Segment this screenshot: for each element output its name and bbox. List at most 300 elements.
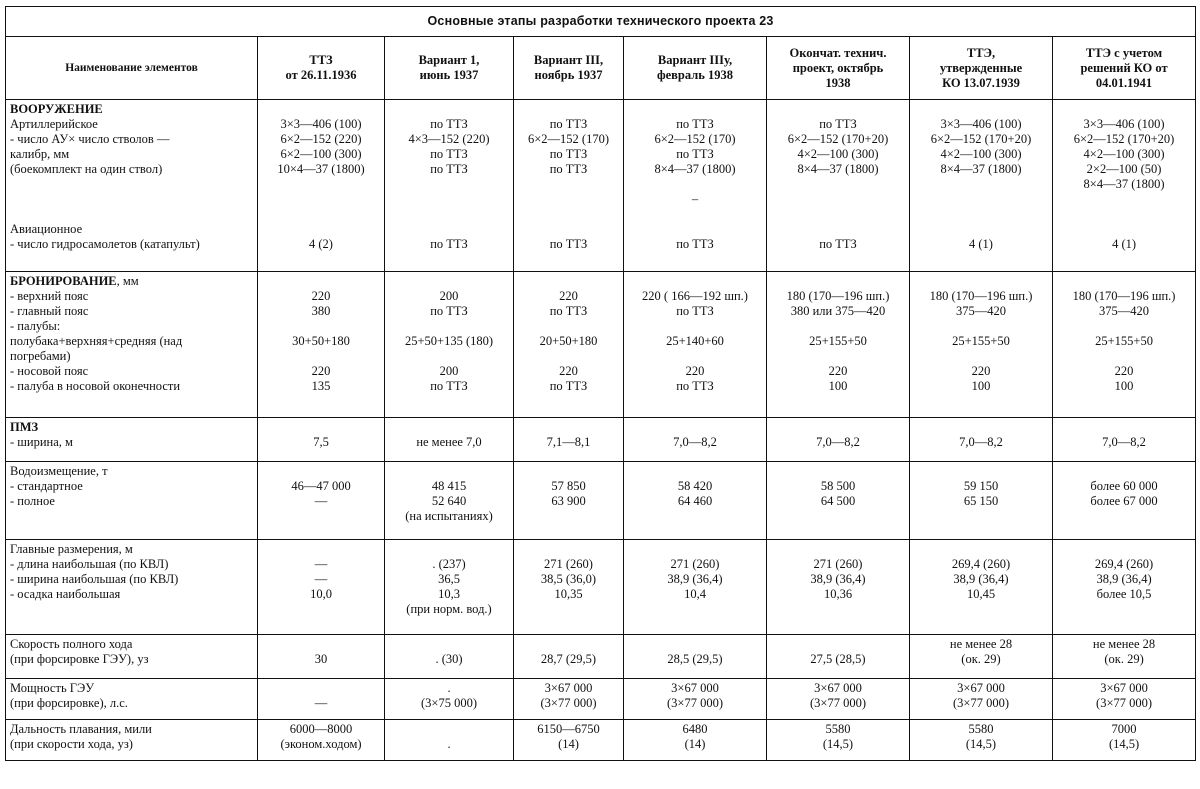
value-cell <box>624 462 767 540</box>
value-line <box>771 207 905 222</box>
value-line: 58 420 <box>677 479 713 493</box>
value-line: 25+155+50 <box>1095 334 1153 348</box>
value-line <box>1057 274 1191 289</box>
row-label-line: - число гидросамолетов (катапульт) <box>10 237 200 251</box>
row-label-line: (при скорости хода, уз) <box>10 737 133 751</box>
value-line: 5580 <box>968 722 994 736</box>
value-line: (3×77 000) <box>953 696 1009 710</box>
value-line <box>518 192 619 207</box>
column-header-row <box>6 37 1196 100</box>
row-label-cell <box>6 462 258 540</box>
value-cell <box>767 720 910 761</box>
value-line <box>1057 102 1191 117</box>
value-line: 8×4—37 (1800) <box>1083 177 1165 191</box>
value-cell <box>1053 418 1196 462</box>
value-line: по ТТЗ <box>430 117 468 131</box>
value-line <box>771 319 905 334</box>
value-line: 180 (170—196 шп.) <box>786 289 890 303</box>
value-line: 10,3 <box>438 587 460 601</box>
value-line: (на испытаниях) <box>405 509 493 523</box>
value-line: (3×77 000) <box>810 696 866 710</box>
value-line: (3×75 000) <box>421 696 477 710</box>
value-line: 6150—6750 <box>537 722 600 736</box>
value-line: по ТТЗ <box>549 162 588 176</box>
value-line: 7,5 <box>313 435 329 449</box>
value-line <box>518 349 619 364</box>
value-cell <box>1053 272 1196 418</box>
value-line <box>771 102 905 117</box>
value-line <box>262 464 380 479</box>
table-row-displacement <box>6 462 1196 540</box>
table-title: Основные этапы разработки технического проекта 23 <box>6 7 1196 37</box>
value-line <box>262 274 380 289</box>
value-line <box>518 420 619 435</box>
header-line: ТТЭ, <box>966 45 996 60</box>
header-line: Вариант 1, <box>418 53 480 67</box>
value-line: 3×3—406 (100) <box>280 117 362 131</box>
value-line <box>518 207 619 222</box>
value-line: 4 (1) <box>1112 237 1137 251</box>
value-line: 38,9 (36,4) <box>1096 572 1152 586</box>
value-line: 65 150 <box>963 494 999 508</box>
value-line: 4×2—100 (300) <box>1083 147 1165 161</box>
value-line: 7,0—8,2 <box>816 435 860 449</box>
value-cell <box>1053 540 1196 635</box>
value-line: (14,5) <box>965 737 997 751</box>
value-line <box>771 177 905 192</box>
value-line: по ТТЗ <box>549 379 588 393</box>
value-line: более 67 000 <box>1090 494 1158 508</box>
value-line <box>914 319 1048 334</box>
value-cell <box>767 635 910 679</box>
value-cell <box>910 540 1053 635</box>
value-line: не менее 28 <box>949 637 1013 651</box>
header-line: ТТЗ <box>309 53 333 67</box>
value-line: 220 <box>311 289 331 303</box>
value-line: 3×67 000 <box>544 681 593 695</box>
row-label-line: Авиационное <box>10 222 83 236</box>
row-label-line <box>10 177 253 192</box>
value-line: (ок. 29) <box>1104 652 1144 666</box>
value-line: . <box>447 681 451 695</box>
value-line: по ТТЗ <box>549 147 588 161</box>
value-line <box>518 102 619 117</box>
value-line: 200 <box>439 289 459 303</box>
value-line: 63 900 <box>551 494 586 508</box>
value-line: по ТТЗ <box>430 147 468 161</box>
value-line <box>771 222 905 237</box>
value-line: 28,5 (29,5) <box>667 652 723 666</box>
value-cell <box>1053 100 1196 272</box>
value-line: 220 ( 166—192 шп.) <box>642 289 748 303</box>
value-cell <box>385 462 514 540</box>
value-line: 30 <box>314 652 328 666</box>
row-label-line: Водоизмещение, т <box>10 464 108 478</box>
value-line: 10,45 <box>966 587 996 601</box>
value-line <box>914 102 1048 117</box>
row-label-cell <box>6 679 258 720</box>
value-line: 380 <box>311 304 331 318</box>
column-header <box>385 37 514 100</box>
value-cell <box>624 100 767 272</box>
value-line: не менее 28 <box>1092 637 1156 651</box>
value-cell <box>258 462 385 540</box>
value-cell <box>767 679 910 720</box>
specification-table <box>5 6 1196 761</box>
value-line <box>389 542 509 557</box>
row-label-cell <box>6 720 258 761</box>
value-line: 3×3—406 (100) <box>1083 117 1165 131</box>
value-line: (3×77 000) <box>667 696 723 710</box>
column-header <box>1053 37 1196 100</box>
value-line <box>518 637 619 652</box>
row-label-line: Мощность ГЭУ <box>10 681 95 695</box>
value-cell <box>910 100 1053 272</box>
row-label-line: - число АУ× число стволов — <box>10 132 170 146</box>
value-line: 7,0—8,2 <box>959 435 1003 449</box>
value-line: не менее 7,0 <box>416 435 482 449</box>
value-line: 36,5 <box>438 572 460 586</box>
header-line: КО 13.07.1939 <box>942 75 1020 90</box>
value-line <box>771 542 905 557</box>
value-line: 6×2—100 (300) <box>280 147 362 161</box>
value-line: 7,0—8,2 <box>1102 435 1146 449</box>
row-label-line: (при форсировке ГЭУ), уз <box>10 652 149 666</box>
value-cell <box>514 635 624 679</box>
value-line <box>389 722 509 737</box>
value-line: 38,9 (36,4) <box>667 572 723 586</box>
row-label-cell <box>6 418 258 462</box>
value-line: (при норм. вод.) <box>406 602 492 616</box>
value-line: 4×3—152 (220) <box>408 132 490 146</box>
table-row-range <box>6 720 1196 761</box>
value-cell <box>910 635 1053 679</box>
row-label-line: полубака+верхняя+средняя (над <box>10 334 183 348</box>
value-line <box>628 420 762 435</box>
value-line <box>518 319 619 334</box>
table-row-armament <box>6 100 1196 272</box>
value-line: 3×3—406 (100) <box>940 117 1022 131</box>
row-label-cell <box>6 540 258 635</box>
row-label-line: - палуба в носовой оконечности <box>10 379 181 393</box>
value-line <box>262 542 380 557</box>
row-label-line: - носовой пояс <box>10 364 89 378</box>
table-row-speed <box>6 635 1196 679</box>
value-line <box>262 349 380 364</box>
value-cell <box>1053 679 1196 720</box>
value-line: (14,5) <box>822 737 854 751</box>
value-line: 271 (260) <box>544 557 593 571</box>
value-line: по ТТЗ <box>549 304 588 318</box>
value-cell <box>514 462 624 540</box>
row-label-line <box>10 192 253 207</box>
value-cell <box>258 100 385 272</box>
row-label-line: - полное <box>10 494 55 508</box>
row-label-line: - осадка наибольшая <box>10 587 121 601</box>
value-line <box>628 464 762 479</box>
table-row-dimensions <box>6 540 1196 635</box>
value-line: 28,7 (29,5) <box>540 652 597 666</box>
value-line: по ТТЗ <box>676 237 714 251</box>
table-row-armor <box>6 272 1196 418</box>
row-label-line: - верхний пояс <box>10 289 89 303</box>
value-line: 38,9 (36,4) <box>810 572 866 586</box>
value-line: 100 <box>971 379 991 393</box>
value-line <box>518 464 619 479</box>
value-line: (14,5) <box>1108 737 1140 751</box>
row-label-cell <box>6 635 258 679</box>
value-line <box>771 274 905 289</box>
value-line <box>914 349 1048 364</box>
value-line: по ТТЗ <box>676 147 714 161</box>
value-cell <box>258 635 385 679</box>
value-line <box>628 349 762 364</box>
header-line: проект, октябрь <box>792 60 884 75</box>
row-label-line: Дальность плавания, мили <box>10 722 152 736</box>
value-line: (3×77 000) <box>1096 696 1153 710</box>
value-cell <box>1053 720 1196 761</box>
value-line: по ТТЗ <box>549 117 588 131</box>
value-line: 269,4 (260) <box>951 557 1011 571</box>
value-line <box>628 319 762 334</box>
value-line <box>914 464 1048 479</box>
value-line: 10,0 <box>310 587 332 601</box>
value-line: 25+155+50 <box>952 334 1010 348</box>
column-header-name <box>6 37 258 100</box>
value-line: 25+155+50 <box>809 334 867 348</box>
header-line: Вариант IIIу, <box>657 53 733 67</box>
value-line <box>518 177 619 192</box>
value-line: 7,1—8,1 <box>546 435 591 449</box>
value-line <box>1057 349 1191 364</box>
value-line: 38,9 (36,4) <box>953 572 1009 586</box>
value-line: 271 (260) <box>670 557 720 571</box>
value-cell <box>258 540 385 635</box>
value-line <box>1057 207 1191 222</box>
value-line: 135 <box>311 379 331 393</box>
header-line: ноябрь 1937 <box>534 68 603 82</box>
column-header <box>258 37 385 100</box>
value-line: . (30) <box>435 652 463 666</box>
value-cell <box>258 418 385 462</box>
value-line: по ТТЗ <box>819 237 857 251</box>
value-cell <box>514 272 624 418</box>
value-line: 180 (170—196 шп.) <box>929 289 1033 303</box>
value-cell <box>624 720 767 761</box>
document-page <box>5 6 1195 761</box>
value-cell <box>910 418 1053 462</box>
row-label-line: калибр, мм <box>10 147 70 161</box>
row-label-line: ВООРУЖЕНИЕ <box>10 102 103 116</box>
value-line: более 10,5 <box>1096 587 1152 601</box>
value-line: по ТТЗ <box>676 304 714 318</box>
row-label-line <box>10 207 253 222</box>
value-line: 220 <box>559 289 578 303</box>
value-line: 4 (1) <box>969 237 993 251</box>
value-line <box>628 274 762 289</box>
value-line: 4×2—100 (300) <box>940 147 1022 161</box>
value-cell <box>767 100 910 272</box>
value-cell <box>910 720 1053 761</box>
value-line: 269,4 (260) <box>1094 557 1154 571</box>
value-cell <box>767 272 910 418</box>
value-line <box>389 274 509 289</box>
value-line: 180 (170—196 шп.) <box>1072 289 1176 303</box>
value-line: 10,4 <box>684 587 706 601</box>
value-line: 48 415 <box>431 479 467 493</box>
value-line: 200 <box>439 364 459 378</box>
value-line <box>628 542 762 557</box>
value-line <box>628 207 762 222</box>
value-line: 10,35 <box>554 587 583 601</box>
value-line <box>389 349 509 364</box>
value-line: (14) <box>684 737 706 751</box>
table-row-power <box>6 679 1196 720</box>
column-header <box>767 37 910 100</box>
value-line: по ТТЗ <box>676 117 714 131</box>
value-line <box>628 637 762 652</box>
value-line <box>771 192 905 207</box>
value-line: 3×67 000 <box>671 681 719 695</box>
value-cell <box>624 272 767 418</box>
value-cell <box>624 418 767 462</box>
value-line <box>628 102 762 117</box>
value-line: по ТТЗ <box>430 237 468 251</box>
value-line: по ТТЗ <box>430 304 468 318</box>
value-line <box>1057 222 1191 237</box>
header-line: решений КО от <box>1080 60 1168 75</box>
value-line: 3×67 000 <box>814 681 862 695</box>
value-line: 30+50+180 <box>292 334 350 348</box>
value-line <box>914 192 1048 207</box>
value-cell <box>258 679 385 720</box>
value-line: по ТТЗ <box>676 379 714 393</box>
value-line: более 60 000 <box>1090 479 1158 493</box>
value-line: 6×2—152 (170+20) <box>1073 132 1175 146</box>
value-line: 64 500 <box>820 494 856 508</box>
header-line: Наименование элементов <box>65 61 198 74</box>
header-line: ТТЭ с учетом <box>1085 45 1163 60</box>
row-label-cell <box>6 272 258 418</box>
value-line <box>1057 464 1191 479</box>
value-line: 58 500 <box>820 479 856 493</box>
value-line <box>628 177 762 192</box>
value-cell <box>385 272 514 418</box>
value-line <box>262 681 380 696</box>
header-line: утвержденные <box>939 60 1023 75</box>
value-line: 8×4—37 (1800) <box>654 162 736 176</box>
value-line: 6×2—152 (170+20) <box>787 132 889 146</box>
value-line: . <box>447 737 451 751</box>
value-line <box>389 177 509 192</box>
value-line: 46—47 000 <box>291 479 351 493</box>
row-label-line: Скорость полного хода <box>10 637 133 651</box>
value-line: (3×77 000) <box>540 696 597 710</box>
value-line <box>771 420 905 435</box>
value-line: 8×4—37 (1800) <box>797 162 879 176</box>
table-row-pmz <box>6 418 1196 462</box>
value-cell <box>385 100 514 272</box>
value-line <box>628 222 762 237</box>
value-line: 220 <box>1114 364 1134 378</box>
value-line: 6000—8000 <box>289 722 353 736</box>
value-line <box>262 420 380 435</box>
value-line <box>262 102 380 117</box>
value-line <box>389 464 509 479</box>
value-line: 220 <box>311 364 331 378</box>
value-line: 375—420 <box>956 304 1006 318</box>
value-cell <box>767 462 910 540</box>
value-line <box>1057 319 1191 334</box>
value-line: 25+50+135 (180) <box>404 334 494 348</box>
value-line: — <box>314 572 328 586</box>
value-line <box>389 192 509 207</box>
value-line: по ТТЗ <box>430 379 468 393</box>
value-cell <box>514 540 624 635</box>
header-line: Окончат. технич. <box>789 45 887 60</box>
row-label-line: - длина наибольшая (по КВЛ) <box>10 557 169 571</box>
value-line: (ок. 29) <box>961 652 1001 666</box>
value-line <box>518 542 619 557</box>
value-line: 10×4—37 (1800) <box>277 162 365 176</box>
header-line: Вариант III, <box>533 53 604 67</box>
value-line: 7000 <box>1111 722 1137 736</box>
value-line <box>389 637 509 652</box>
value-line: 38,5 (36,0) <box>540 572 597 586</box>
value-line <box>914 274 1048 289</box>
value-line <box>914 177 1048 192</box>
row-label-line: погребами) <box>10 349 71 363</box>
value-line: 220 <box>971 364 991 378</box>
value-line: 100 <box>1114 379 1134 393</box>
header-line: февраль 1938 <box>656 68 733 82</box>
value-line <box>1057 192 1191 207</box>
value-line: 64 460 <box>677 494 713 508</box>
value-line: 25+140+60 <box>666 334 724 348</box>
value-line: 10,36 <box>823 587 853 601</box>
row-label-line: - главный пояс <box>10 304 89 318</box>
value-line: по ТТЗ <box>549 237 588 251</box>
value-cell <box>258 272 385 418</box>
value-line: по ТТЗ <box>819 117 857 131</box>
column-header <box>514 37 624 100</box>
column-header <box>624 37 767 100</box>
value-cell <box>767 418 910 462</box>
value-line <box>914 207 1048 222</box>
value-line <box>389 102 509 117</box>
value-line <box>389 420 509 435</box>
value-line: 5580 <box>825 722 851 736</box>
row-label-line: - ширина, м <box>10 435 73 449</box>
header-line: от 26.11.1936 <box>285 68 357 82</box>
value-line: 220 <box>828 364 848 378</box>
value-cell <box>514 100 624 272</box>
value-line: 59 150 <box>963 479 999 493</box>
value-line <box>1057 420 1191 435</box>
value-line <box>914 222 1048 237</box>
value-line: 4×2—100 (300) <box>797 147 879 161</box>
value-line <box>518 222 619 237</box>
value-line <box>262 207 380 222</box>
value-cell <box>514 679 624 720</box>
row-label-line: Артиллерийское <box>10 117 98 131</box>
row-label-line: (при форсировке), л.с. <box>10 696 128 710</box>
value-line: – <box>691 192 699 206</box>
value-line <box>262 319 380 334</box>
value-line <box>914 420 1048 435</box>
value-line: 4 (2) <box>309 237 333 251</box>
value-line <box>389 207 509 222</box>
